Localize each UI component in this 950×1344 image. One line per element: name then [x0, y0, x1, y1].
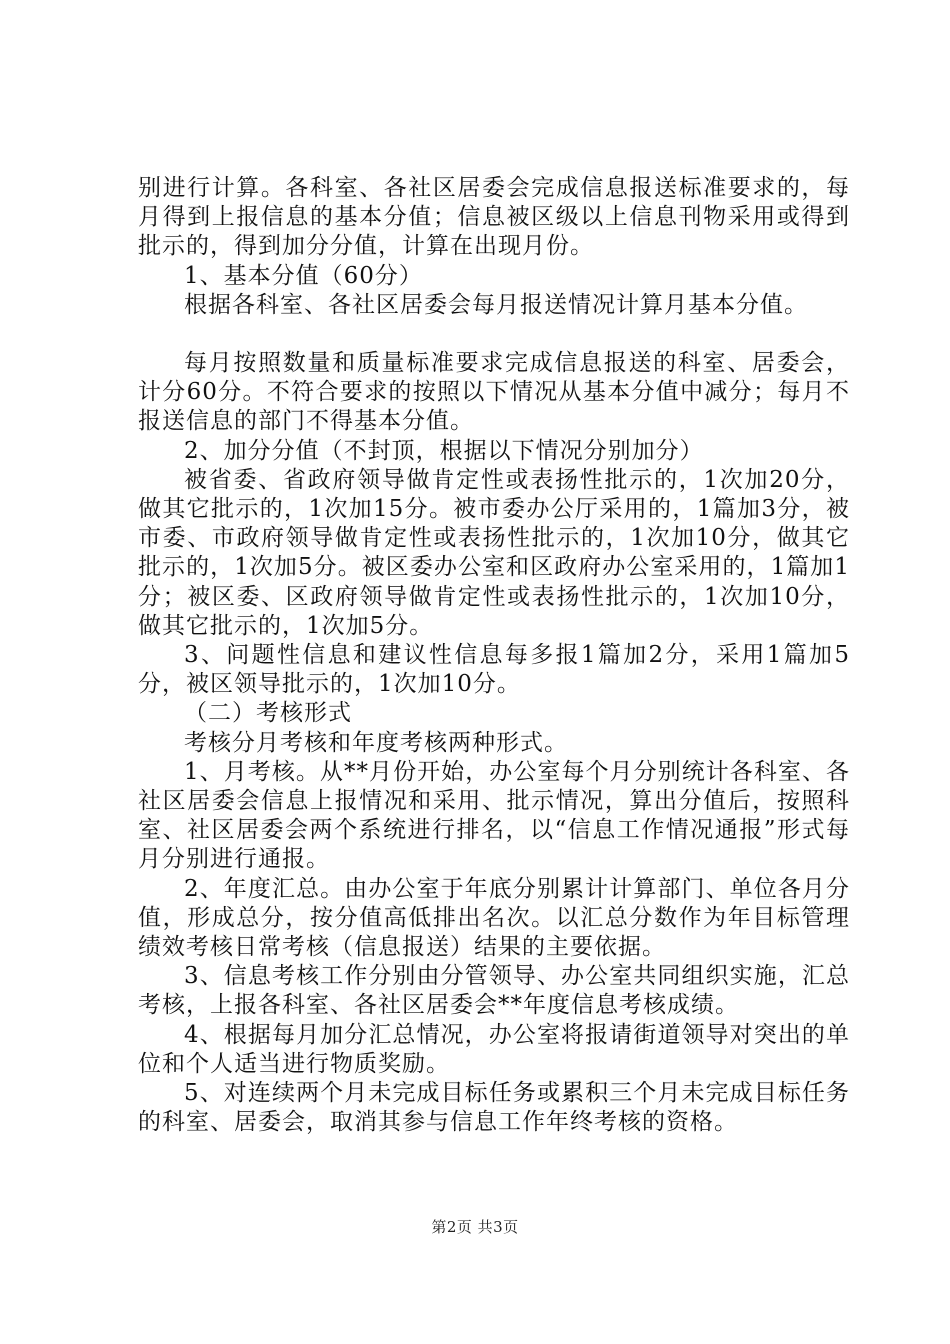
- paragraph-disqualification: 5、对连续两个月未完成目标任务或累积三个月未完成目标任务的科室、居委会，取消其参与信息工作年终考核的资格。: [138, 1080, 850, 1136]
- paragraph-basic-score-desc: 根据各科室、各社区居委会每月报送情况计算月基本分值。: [184, 291, 808, 318]
- paragraph-bonus-score-rule: 被省委、省政府领导做肯定性或表扬性批示的，1次加20分，做其它批示的，1次加15分。被市委办公厅采用的，1篇加3分，被市委、市政府领导做肯定性或表扬性批示的，1次加10分，做其它批示的，1次加5分。被区委办公室和区政府办公室采用的，1篇加1分；被区委、区政府领导做肯定性或表扬性批示的，1次加10分，做其它批示的，1次加5分。: [138, 466, 850, 639]
- paragraph-problem-info-rule: 3、问题性信息和建议性信息每多报1篇加2分，采用1篇加5分，被区领导批示的，1次加10分。: [138, 642, 850, 698]
- page-number-footer: 第2页 共3页: [431, 1218, 519, 1236]
- paragraph-basic-score-rule: 每月按照数量和质量标准要求完成信息报送的科室、居委会，计分60分。不符合要求的按照以下情况从基本分值中减分；每月不报送信息的部门不得基本分值。: [138, 350, 850, 435]
- paragraph-monthly-assessment: 1、月考核。从**月份开始，办公室每个月分别统计各科室、各社区居委会信息上报情况和采用、批示情况，算出分值后，按照科室、社区居委会两个系统进行排名，以“信息工作情况通报”形式每月分别进行通报。: [138, 758, 850, 873]
- paragraph-bonus-score-heading: 2、加分分值（不封顶，根据以下情况分别加分）: [184, 437, 704, 464]
- paragraph-rewards: 4、根据每月加分汇总情况，办公室将报请街道领导对突出的单位和个人适当进行物质奖励。: [138, 1021, 850, 1077]
- paragraph-annual-summary: 2、年度汇总。由办公室于年底分别累计计算部门、单位各月分值，形成总分，按分值高低排出名次。以汇总分数作为年目标管理绩效考核日常考核（信息报送）结果的主要依据。: [138, 875, 850, 961]
- paragraph-implementation: 3、信息考核工作分别由分管领导、办公室共同组织实施，汇总考核，上报各科室、各社区居委会**年度信息考核成绩。: [138, 963, 850, 1019]
- paragraph-continuation: 别进行计算。各科室、各社区居委会完成信息报送标准要求的，每月得到上报信息的基本分值；信息被区级以上信息刊物采用或得到批示的，得到加分分值，计算在出现月份。: [138, 175, 850, 260]
- document-body: [138, 174, 850, 1138]
- paragraph-assessment-forms: 考核分月考核和年度考核两种形式。: [184, 729, 568, 756]
- paragraph-basic-score-heading: 1、基本分值（60分）: [184, 262, 423, 289]
- section-heading-assessment-form: （二）考核形式: [184, 700, 352, 727]
